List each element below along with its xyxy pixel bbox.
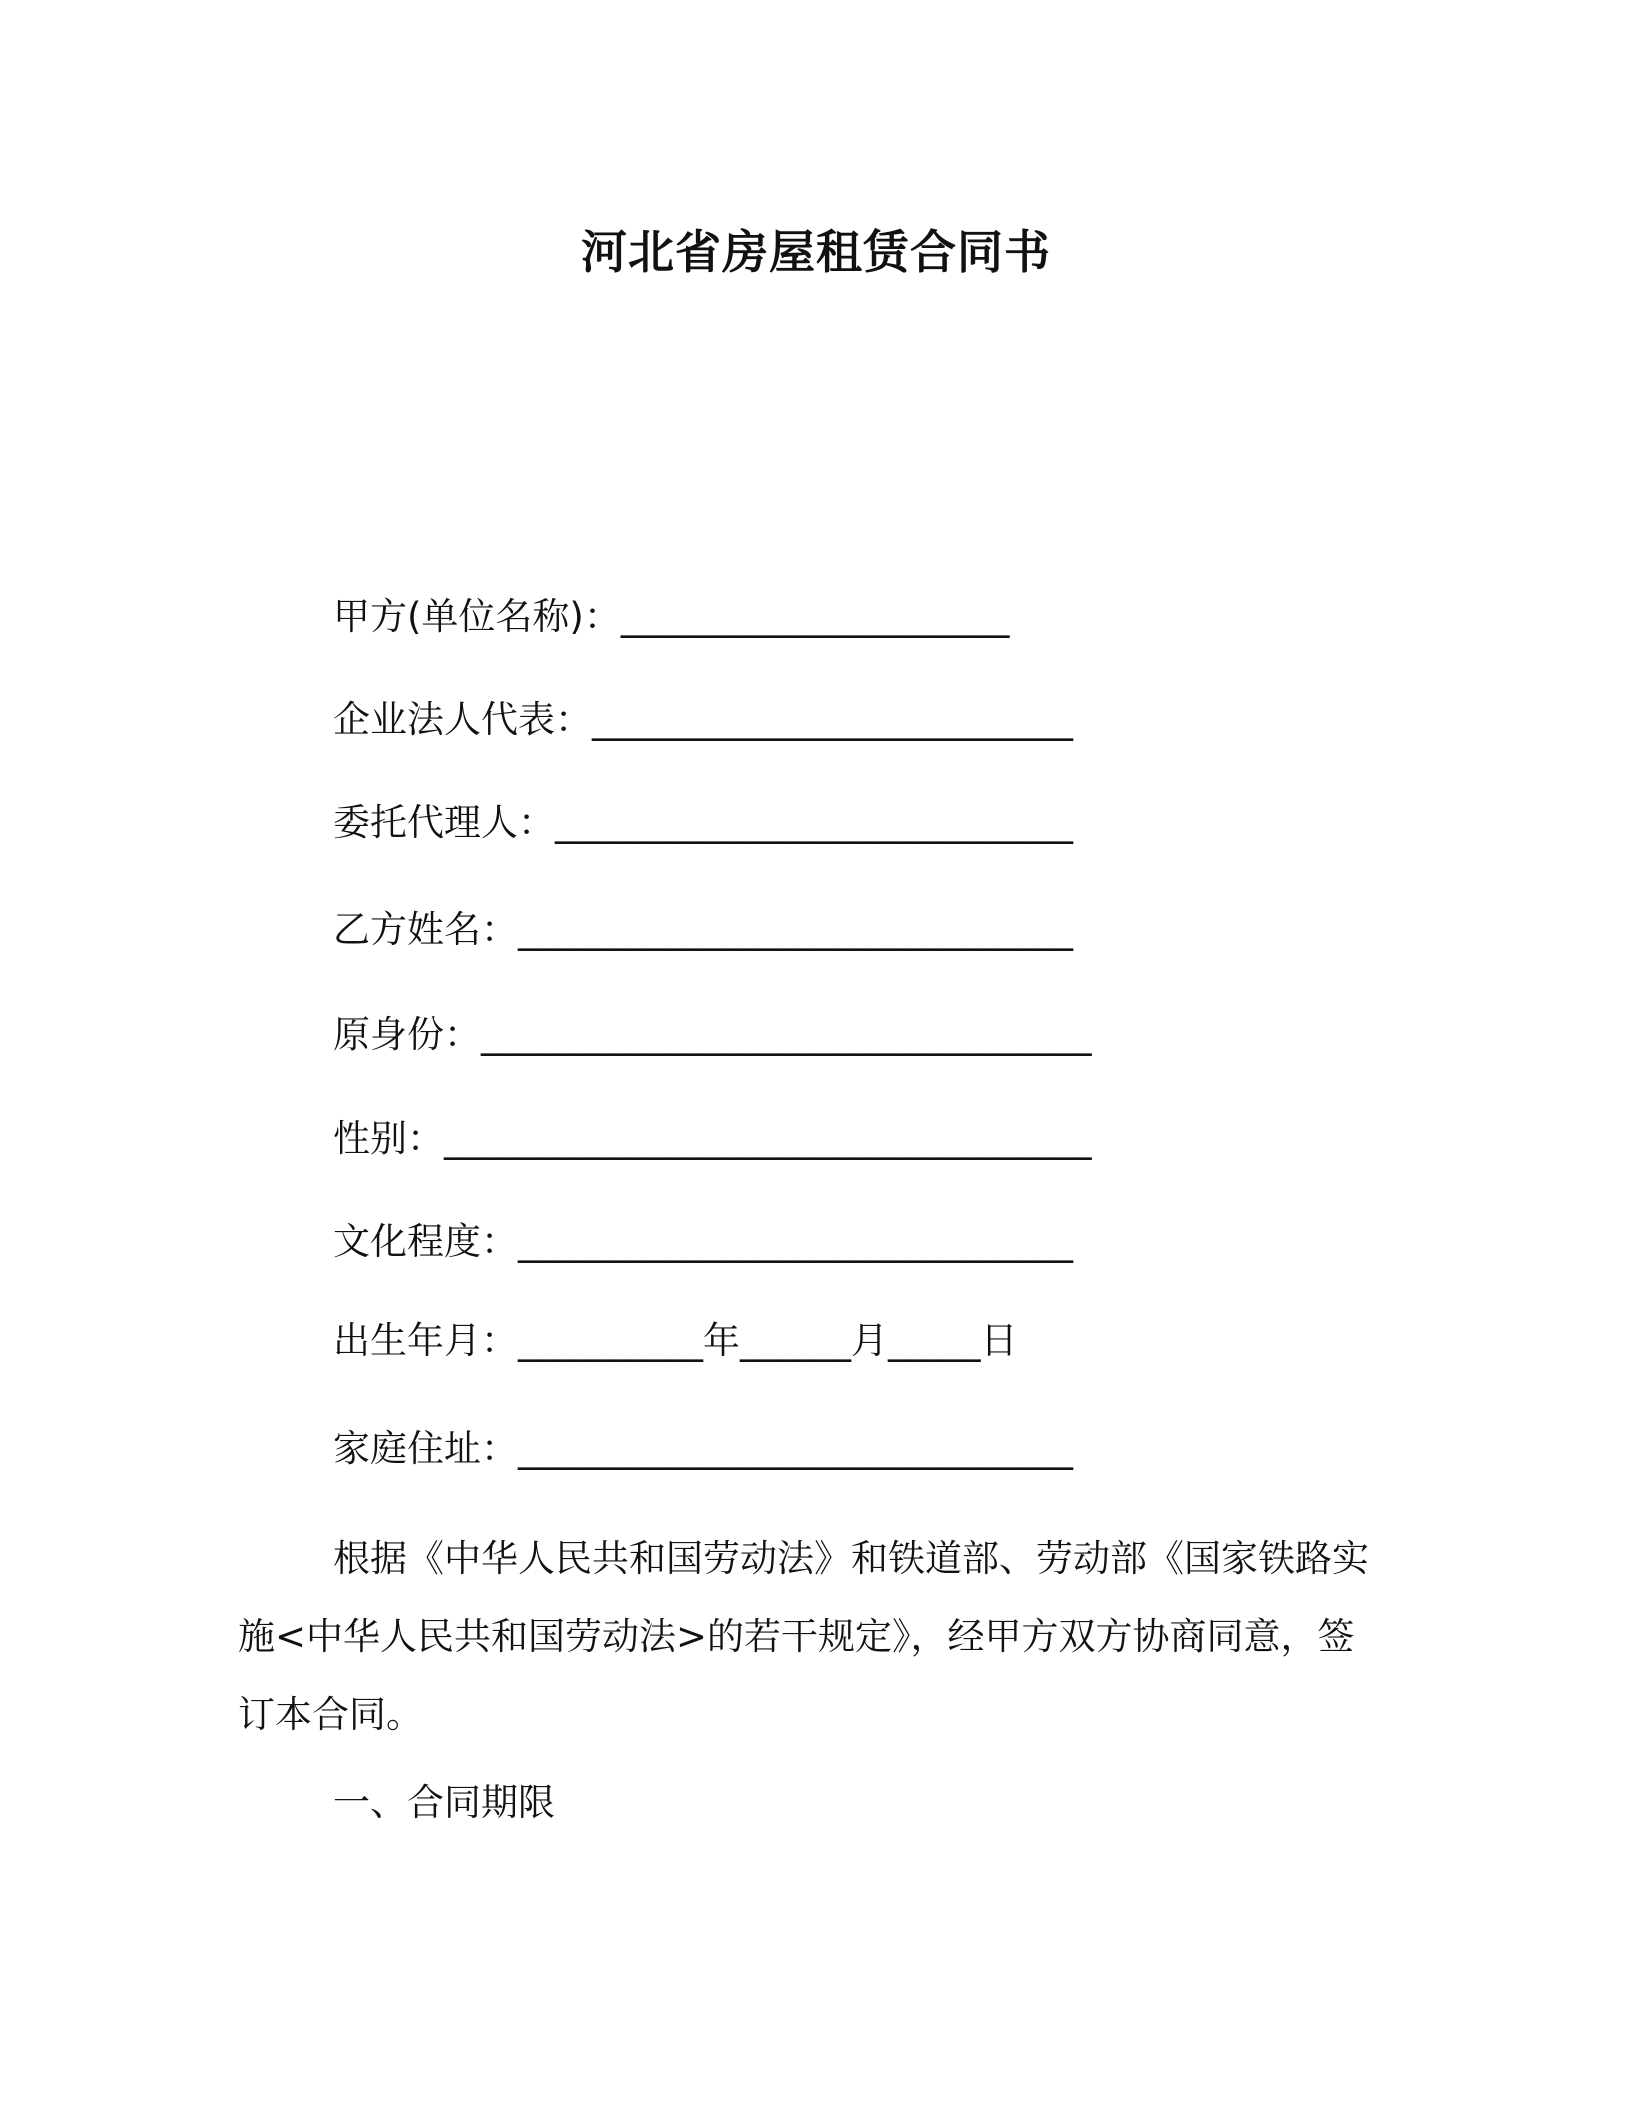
field-blank-line: ______________________________ xyxy=(518,908,1073,951)
section-heading: 一、合同期限 xyxy=(333,1781,555,1824)
field-label: 出生年月： xyxy=(333,1319,518,1362)
field-party-b-name xyxy=(333,905,1073,955)
field-blank-line: __________________________ xyxy=(592,698,1073,741)
field-label: 原身份： xyxy=(333,1013,481,1056)
document-title: 河北省房屋租赁合同书 xyxy=(581,225,1051,279)
paragraph-line: 订本合同。 xyxy=(238,1693,423,1736)
field-blank-line: _____________________ xyxy=(620,595,1010,638)
field-original-identity xyxy=(333,1010,1092,1060)
field-entrusted-agent xyxy=(333,798,1073,848)
field-home-address xyxy=(333,1424,1073,1474)
field-blank-line: ___________________________________ xyxy=(444,1117,1092,1160)
preamble-paragraph xyxy=(238,1520,1398,1754)
paragraph-line: 施<中华人民共和国劳动法>的若干规定》，经甲方双方协商同意，签 xyxy=(238,1615,1355,1658)
field-label: 家庭住址： xyxy=(333,1427,518,1470)
field-label: 委托代理人： xyxy=(333,801,555,844)
field-label: 乙方姓名： xyxy=(333,908,518,951)
field-blank-line: _________________________________ xyxy=(481,1013,1092,1056)
field-blank-line: ____________________________ xyxy=(555,801,1073,844)
field-label: 文化程度： xyxy=(333,1220,518,1263)
field-label: 甲方(单位名称)： xyxy=(333,595,621,638)
field-label: 企业法人代表： xyxy=(333,698,592,741)
field-gender xyxy=(333,1114,1092,1164)
field-blank-line: ______________________________ xyxy=(518,1427,1073,1470)
field-party-a-name xyxy=(333,592,1009,642)
field-blank-line: ______________________________ xyxy=(518,1220,1073,1263)
field-birth-date xyxy=(333,1316,1018,1366)
field-blank-line: __________年______月_____日 xyxy=(518,1319,1018,1362)
field-education-level xyxy=(333,1217,1073,1267)
field-label: 性别： xyxy=(333,1117,444,1160)
paragraph-line: 根据《中华人民共和国劳动法》和铁道部、劳动部《国家铁路实 xyxy=(333,1537,1369,1580)
field-legal-representative xyxy=(333,695,1073,745)
